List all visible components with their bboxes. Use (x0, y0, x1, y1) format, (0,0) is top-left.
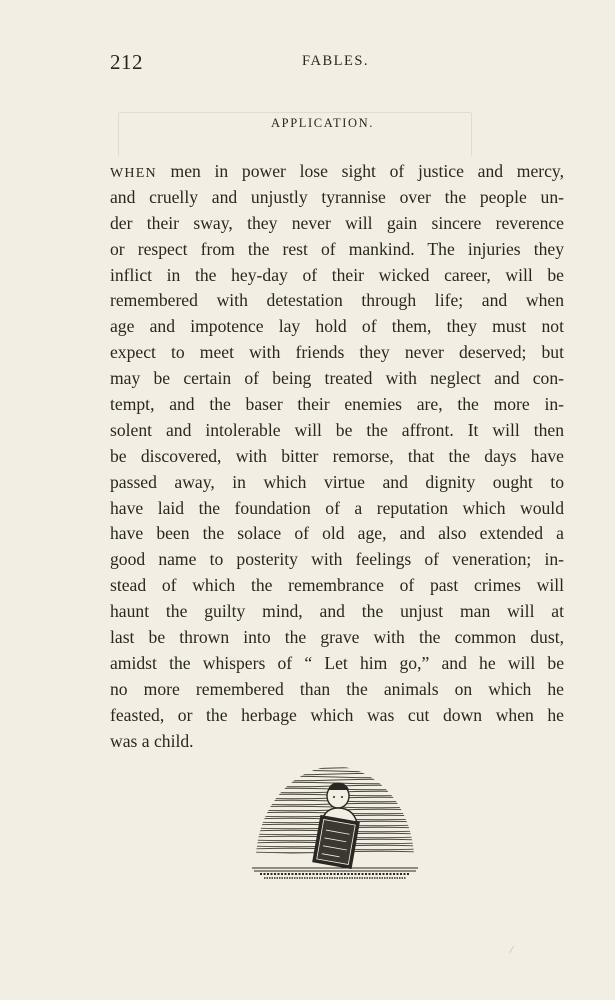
woodcut-boy-with-slate-icon (250, 762, 420, 884)
text-line: have laid the foundation of a reputation which would (110, 497, 564, 518)
text-line: no more remembered than the animals on which he (110, 678, 564, 699)
tailpiece-vignette (250, 762, 420, 884)
drop-word: WHEN (110, 166, 157, 181)
text-line: good name to posterity with feelings of veneration; in- (110, 549, 564, 570)
text-line: be discovered, with bitter remorse, that the days have (110, 445, 564, 466)
text-line: expect to meet with friends they never deserved; but (110, 342, 564, 363)
slate (312, 815, 360, 869)
stray-mark: / (508, 943, 515, 957)
text-line: passed away, in which virtue and dignity ought to (110, 471, 564, 492)
text-line: age and impotence lay hold of them, they must not (110, 316, 564, 337)
text-line: haunt the guilty mind, and the unjust man will at (110, 601, 564, 622)
ground (252, 868, 418, 878)
text-line: last be thrown into the grave with the common dust, (110, 627, 564, 648)
text-line: and cruelly and unjustly tyrannise over the people un- (110, 186, 564, 207)
text-line: may be certain of being treated with neglect and con- (110, 368, 564, 389)
text-line: tempt, and the baser their enemies are, the more in- (110, 394, 564, 415)
section-title: APPLICATION. (271, 116, 374, 130)
page-number: 212 (110, 50, 143, 74)
text-line: der their sway, they never will gain sincere reverence (110, 212, 564, 233)
body-text (110, 159, 564, 754)
text-line: amidst the whispers of “ Let him go,” and he will be (110, 652, 564, 673)
text-line: have been the solace of old age, and also extended a (110, 523, 564, 544)
running-head: FABLES. (302, 53, 370, 69)
text-line: solent and intolerable will be the affront. It will then (110, 419, 564, 440)
text-line: or respect from the rest of mankind. The injuries they (110, 238, 564, 259)
text-line: stead of which the remembrance of past crimes will (110, 575, 564, 596)
text-line: feasted, or the herbage which was cut down when he (110, 704, 564, 725)
text-line-last: was a child. (110, 730, 194, 751)
text-line: inflict in the hey-day of their wicked career, will be (110, 264, 564, 285)
text-line (110, 159, 564, 185)
first-line-text: men in power lose sight of justice and mercy, (156, 161, 564, 181)
text-line: remembered with detestation through life; and when (110, 290, 564, 311)
